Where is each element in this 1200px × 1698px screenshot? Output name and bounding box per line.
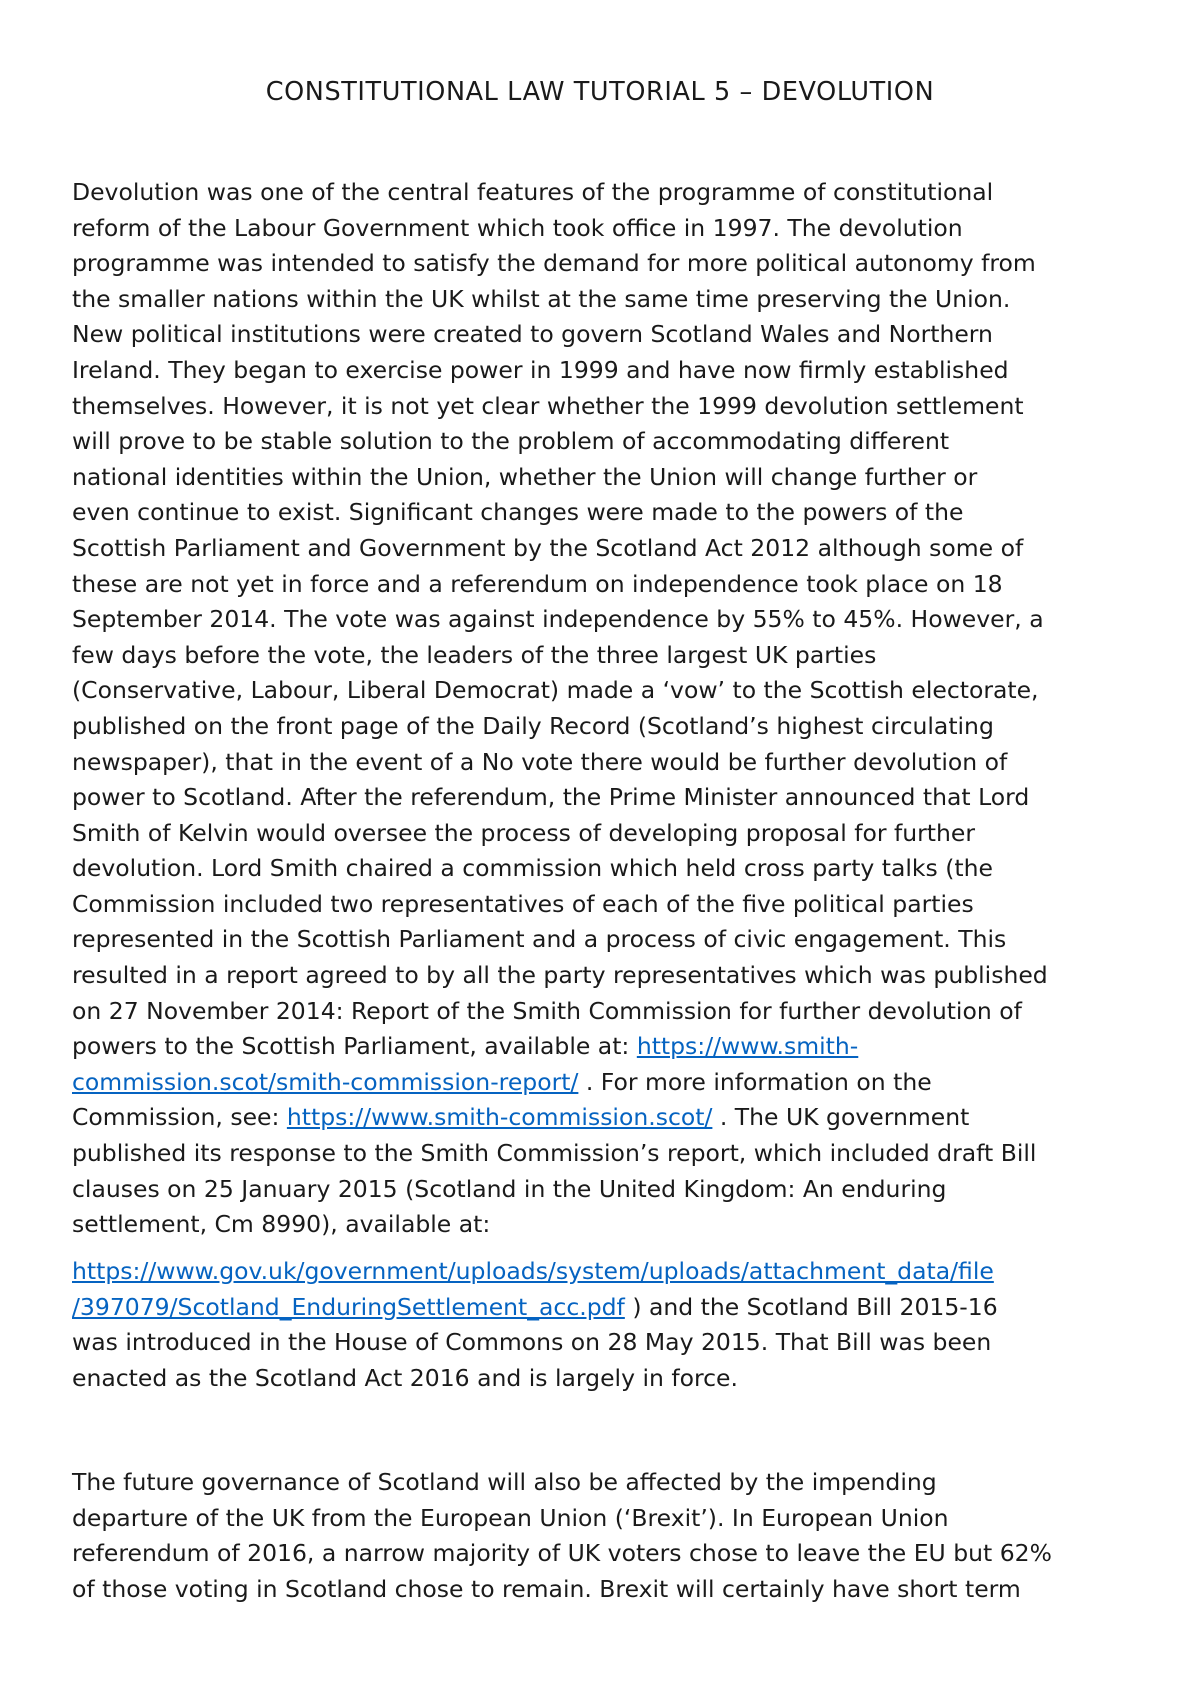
paragraph-line: Commission included two representatives of each of the five political parties [72, 889, 974, 918]
paragraph-line [72, 1100, 1152, 1136]
paragraph-devolution-intro [72, 175, 1152, 1243]
paragraph-line: reform of the Labour Government which took office in 1997. The devolution [72, 213, 963, 242]
paragraph-line: published on the front page of the Daily Record (Scotland’s highest circulating [72, 711, 994, 740]
paragraph-line: few days before the vote, the leaders of the three largest UK parties [72, 640, 877, 669]
paragraph-line: themselves. However, it is not yet clear whether the 1999 devolution settlement [72, 391, 1024, 420]
paragraph-line: resulted in a report agreed to by all the party representatives which was published [72, 961, 1048, 990]
paragraph-line: published its response to the Smith Commission’s report, which included draft Bill [72, 1139, 1037, 1168]
paragraph-line: enacted as the Scotland Act 2016 and is largely in force. [72, 1363, 738, 1392]
paragraph-line: clauses on 25 January 2015 (Scotland in the United Kingdom: An enduring [72, 1174, 947, 1203]
line-text: powers to the Scottish Parliament, available at: [72, 1032, 637, 1061]
paragraph-line [72, 1290, 1152, 1326]
paragraph-line: referendum of 2016, a narrow majority of UK voters chose to leave the EU but 62% [72, 1539, 1052, 1568]
smith-commission-site-link[interactable]: https://www.smith-commission.scot/ [286, 1103, 713, 1132]
paragraph-line: settlement, Cm 8990), available at: [72, 1210, 491, 1239]
paragraph-line: newspaper), that in the event of a No vote there would be further devolution of [72, 747, 1008, 776]
line-text: . For more information on the [578, 1067, 932, 1096]
paragraph-line: The future governance of Scotland will also be affected by the impending [72, 1468, 937, 1496]
paragraph-line: of those voting in Scotland chose to remain. Brexit will certainly have short term [72, 1574, 1021, 1603]
paragraph-line: will prove to be stable solution to the problem of accommodating different [72, 427, 950, 456]
paragraph-line: devolution. Lord Smith chaired a commission which held cross party talks (the [72, 854, 993, 883]
paragraph-line [72, 1254, 1152, 1290]
paragraph-line: programme was intended to satisfy the demand for more political autonomy from [72, 249, 1036, 278]
page-title: CONSTITUTIONAL LAW TUTORIAL 5 – DEVOLUTION [265, 77, 935, 107]
paragraph-line: on 27 November 2014: Report of the Smith Commission for further devolution of [72, 996, 1022, 1025]
paragraph-line [72, 1029, 1152, 1065]
paragraph-line: national identities within the Union, whether the Union will change further or [72, 462, 978, 491]
line-text: Commission, see: [72, 1103, 287, 1132]
paragraph-brexit [72, 1465, 1152, 1607]
paragraph-line: these are not yet in force and a referendum on independence took place on 18 [72, 569, 1003, 598]
paragraph-line: was introduced in the House of Commons on 28 May 2015. That Bill was been [72, 1328, 992, 1357]
smith-commission-report-link[interactable]: https://www.smith- [636, 1032, 859, 1061]
paragraph-line: Scottish Parliament and Government by the Scotland Act 2012 although some of [72, 533, 1024, 562]
paragraph-line: New political institutions were created to govern Scotland Wales and Northern [72, 320, 993, 349]
paragraph-line: Devolution was one of the central features of the programme of constitutional [72, 178, 994, 206]
paragraph-line: Ireland. They began to exercise power in 1999 and have now firmly established [72, 355, 1009, 384]
paragraph-scotland-bill [72, 1254, 1152, 1396]
paragraph-line: represented in the Scottish Parliament and a process of civic engagement. This [72, 925, 1007, 954]
paragraph-line: (Conservative, Labour, Liberal Democrat) made a ‘vow’ to the Scottish electorate, [72, 676, 1039, 705]
enduring-settlement-pdf-link-continued[interactable]: /397079/Scotland_EnduringSettlement_acc.pdf [72, 1292, 625, 1321]
paragraph-line: power to Scotland. After the referendum, the Prime Minister announced that Lord [72, 783, 1030, 812]
paragraph-line [72, 1065, 1152, 1101]
paragraph-line: September 2014. The vote was against independence by 55% to 45%. However, a [72, 605, 1044, 634]
paragraph-line: departure of the UK from the European Union (‘Brexit’). In European Union [72, 1503, 949, 1532]
line-text: . The UK government [712, 1103, 970, 1132]
paragraph-line: Smith of Kelvin would oversee the process of developing proposal for further [72, 818, 976, 847]
smith-commission-report-link-continued[interactable]: commission.scot/smith-commission-report/ [72, 1067, 579, 1096]
enduring-settlement-pdf-link[interactable]: https://www.gov.uk/government/uploads/system/uploads/attachment_data/file [72, 1257, 994, 1285]
paragraph-line: the smaller nations within the UK whilst at the same time preserving the Union. [72, 284, 1011, 313]
line-text: ) and the Scotland Bill 2015-16 [624, 1292, 998, 1321]
paragraph-line: even continue to exist. Significant changes were made to the powers of the [72, 498, 964, 527]
